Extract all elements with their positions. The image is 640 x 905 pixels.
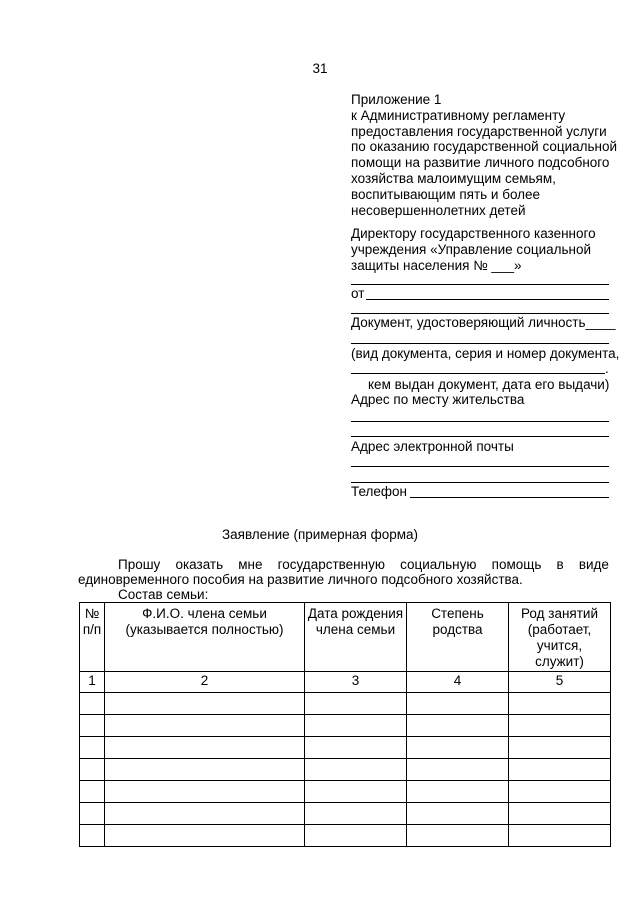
document-hint-2: кем выдан документ, дата его выдачи) <box>368 377 610 392</box>
appendix-title: Приложение 1 <box>351 92 442 107</box>
from-field-line[interactable] <box>366 299 609 300</box>
page-number: 31 <box>312 61 328 76</box>
table-row <box>80 803 611 825</box>
table-row <box>80 781 611 803</box>
request-line-1 <box>78 557 609 572</box>
column-number-row <box>80 672 611 693</box>
table-cell[interactable] <box>105 781 305 803</box>
document-field-line-2[interactable] <box>351 373 605 374</box>
table-cell[interactable] <box>407 693 509 715</box>
table-header-row <box>80 603 611 672</box>
request-word: виде <box>578 557 609 572</box>
table-cell[interactable] <box>509 803 611 825</box>
table-cell[interactable] <box>407 759 509 781</box>
table-cell[interactable] <box>105 759 305 781</box>
request-word: мне <box>238 557 263 572</box>
table-cell[interactable] <box>509 715 611 737</box>
table-cell[interactable] <box>105 803 305 825</box>
appendix-line: несовершеннолетних детей <box>351 202 526 218</box>
application-title: Заявление (примерная форма) <box>221 527 419 542</box>
address-field-line[interactable] <box>351 421 609 422</box>
address-field-line-2[interactable] <box>351 436 609 437</box>
table-cell[interactable] <box>80 737 105 759</box>
appendix-line: помощи на развитие личного подсобного <box>351 155 610 171</box>
table-cell[interactable] <box>305 715 407 737</box>
column-number: 3 <box>305 672 407 693</box>
table-cell[interactable] <box>509 759 611 781</box>
table-cell[interactable] <box>305 693 407 715</box>
table-cell[interactable] <box>105 715 305 737</box>
document-hint-dot: . <box>605 361 609 376</box>
column-number: 2 <box>105 672 305 693</box>
table-cell[interactable] <box>509 737 611 759</box>
appendix-line: предоставления государственной услуги <box>351 123 607 139</box>
table-cell[interactable] <box>80 693 105 715</box>
table-cell[interactable] <box>80 825 105 847</box>
table-row <box>80 825 611 847</box>
request-word: социальную <box>400 557 477 572</box>
table-cell[interactable] <box>305 781 407 803</box>
header-relationship: Степень родства <box>407 603 509 672</box>
addressee-line: учреждения «Управление социальной <box>351 241 592 257</box>
header-number: № п/п <box>80 603 105 672</box>
table-cell[interactable] <box>407 737 509 759</box>
table-cell[interactable] <box>105 737 305 759</box>
table-cell[interactable] <box>305 737 407 759</box>
table-cell[interactable] <box>80 781 105 803</box>
appendix-line: по оказанию государственной социальной <box>351 139 618 155</box>
column-number: 4 <box>407 672 509 693</box>
table-cell[interactable] <box>80 759 105 781</box>
address-label: Адрес по месту жительства <box>351 392 525 407</box>
request-word: Прошу <box>118 557 161 572</box>
from-field-line-2[interactable] <box>351 313 609 314</box>
addressee-line: Директору государственного казенного <box>351 226 596 241</box>
appendix-line: к Административному регламенту <box>351 107 566 123</box>
table-cell[interactable] <box>407 803 509 825</box>
table-row <box>80 693 611 715</box>
table-cell[interactable] <box>105 825 305 847</box>
request-word: помощь <box>491 557 542 572</box>
table-cell[interactable] <box>407 715 509 737</box>
family-table <box>79 602 611 847</box>
addressee-line: защиты населения № ___» <box>351 257 522 273</box>
table-cell[interactable] <box>407 781 509 803</box>
table-cell[interactable] <box>305 825 407 847</box>
table-cell[interactable] <box>509 693 611 715</box>
table-cell[interactable] <box>509 825 611 847</box>
appendix-line: воспитывающим пять и более <box>351 186 541 202</box>
table-cell[interactable] <box>105 693 305 715</box>
column-number: 1 <box>80 672 105 693</box>
email-label: Адрес электронной почты <box>351 439 514 454</box>
request-word: государственную <box>277 557 385 572</box>
table-cell[interactable] <box>509 781 611 803</box>
phone-label: Телефон <box>351 484 408 499</box>
appendix-block <box>351 92 626 218</box>
table-cell[interactable] <box>80 715 105 737</box>
email-field-line[interactable] <box>351 466 609 467</box>
blank-line[interactable] <box>351 284 609 285</box>
column-number: 5 <box>509 672 611 693</box>
from-label: от <box>351 286 365 301</box>
request-word: оказать <box>175 557 224 572</box>
table-cell[interactable] <box>305 759 407 781</box>
document-field-line[interactable] <box>351 343 609 344</box>
table-cell[interactable] <box>305 803 407 825</box>
header-occupation: Род занятий (работает, учится, служит) <box>509 603 611 672</box>
addressee-block <box>351 226 626 273</box>
document-hint-1: (вид документа, серия и номер документа, <box>351 346 620 361</box>
request-word: в <box>556 557 564 572</box>
appendix-line: хозяйства малоимущим семьям, <box>351 170 556 186</box>
table-cell[interactable] <box>407 825 509 847</box>
phone-field-line[interactable] <box>410 497 609 498</box>
email-field-line-2[interactable] <box>351 482 609 483</box>
table-row <box>80 715 611 737</box>
document-label: Документ, удостоверяющий личность____ <box>351 315 616 330</box>
header-full-name: Ф.И.О. члена семьи (указывается полностью) <box>105 603 305 672</box>
header-birth-date: Дата рождения члена семьи <box>305 603 407 672</box>
family-composition-label: Состав семьи: <box>118 587 209 602</box>
table-cell[interactable] <box>80 803 105 825</box>
table-row <box>80 759 611 781</box>
request-line-2: единовременного пособия на развитие личного подсобного хозяйства. <box>78 572 523 587</box>
table-row <box>80 737 611 759</box>
